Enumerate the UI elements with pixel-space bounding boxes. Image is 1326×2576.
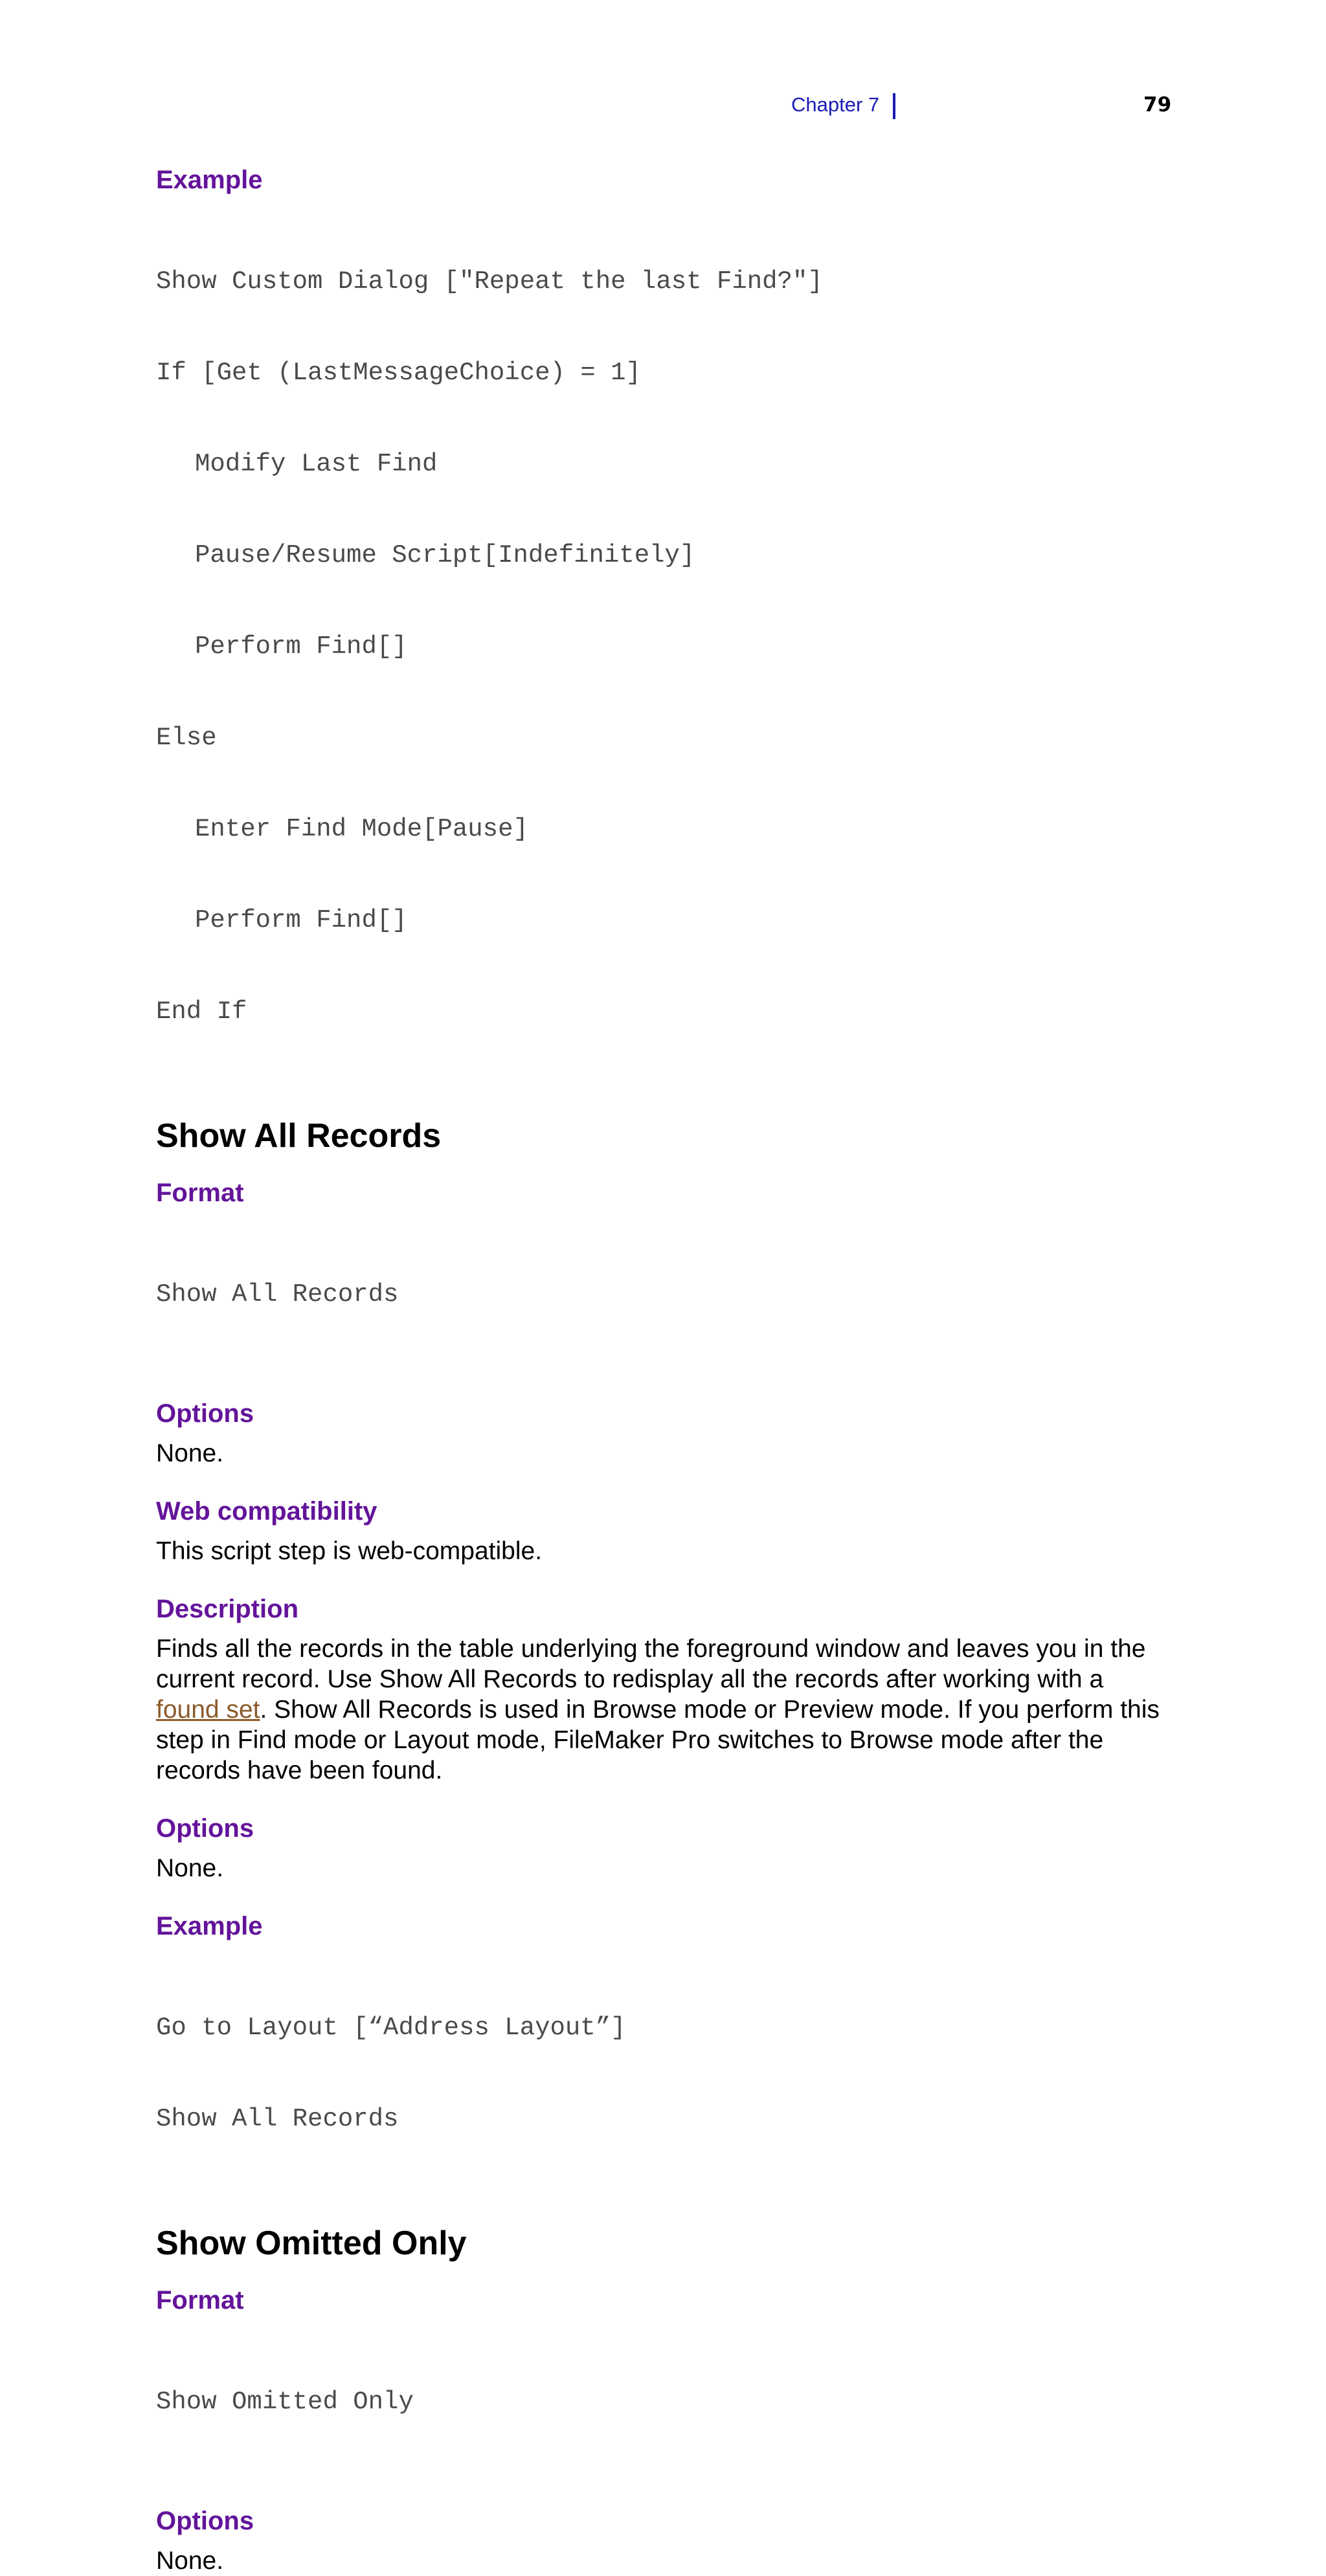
- page-content: [156, 163, 1173, 2576]
- description-paragraph: [156, 1634, 1173, 1786]
- page-number: 79: [1143, 93, 1172, 117]
- description-line: Finds all the records in the table underlying the foreground window and leaves you in the: [156, 1635, 1146, 1663]
- code-line: Enter Find Mode[Pause]: [195, 815, 528, 843]
- options-heading-2: Options: [156, 1814, 254, 1843]
- format-code: [156, 1219, 1173, 1371]
- code-line: Show All Records: [156, 2105, 399, 2133]
- format-heading-3: Format: [156, 2286, 244, 2315]
- section-title-show-omitted-only: Show Omitted Only: [156, 2225, 467, 2262]
- code-line: Modify Last Find: [195, 450, 438, 478]
- code-line: Show Omitted Only: [156, 2388, 414, 2416]
- code-line: Perform Find[]: [195, 632, 407, 661]
- header-divider: [893, 93, 895, 119]
- found-set-link[interactable]: found set: [156, 1696, 260, 1724]
- description-line: [156, 1694, 1173, 1725]
- options-text-3: None.: [156, 2547, 224, 2575]
- code-line: Show Custom Dialog ["Repeat the last Find?"]: [156, 267, 823, 296]
- description-heading: Description: [156, 1595, 299, 1623]
- code-line: Go to Layout [“Address Layout”]: [156, 2014, 626, 2042]
- description-line: records have been found.: [156, 1757, 443, 1784]
- options-text: None.: [156, 1439, 224, 1467]
- description-line-rest: . Show All Records is used in Browse mode or Preview mode. If you perform this: [260, 1696, 1160, 1724]
- web-compatibility-heading: Web compatibility: [156, 1497, 377, 1526]
- code-line: Show All Records: [156, 1280, 399, 1309]
- options-text-2: None.: [156, 1854, 224, 1882]
- code-line: If [Get (LastMessageChoice) = 1]: [156, 359, 641, 387]
- options-heading-3: Options: [156, 2507, 254, 2535]
- example-heading-2: Example: [156, 1912, 263, 1940]
- web-compatibility-text: This script step is web-compatible.: [156, 1537, 543, 1565]
- example-code-block-2: [156, 1952, 1173, 2195]
- example-code-block: [156, 206, 1173, 1088]
- description-line: current record. Use Show All Records to redisplay all the records after working with a: [156, 1665, 1104, 1693]
- example-heading: Example: [156, 166, 263, 194]
- code-line: Perform Find[]: [195, 906, 407, 935]
- options-heading: Options: [156, 1399, 254, 1428]
- chapter-label: Chapter 7: [791, 93, 880, 116]
- code-line: End If: [156, 997, 247, 1026]
- format-code-3: [156, 2326, 1173, 2478]
- code-line: Else: [156, 724, 217, 752]
- code-line: Pause/Resume Script[Indefinitely]: [195, 541, 695, 570]
- description-line: step in Find mode or Layout mode, FileMaker Pro switches to Browse mode after the: [156, 1726, 1104, 1754]
- page-header: [0, 91, 1326, 119]
- format-heading: Format: [156, 1179, 244, 1207]
- section-title-show-all-records: Show All Records: [156, 1117, 442, 1155]
